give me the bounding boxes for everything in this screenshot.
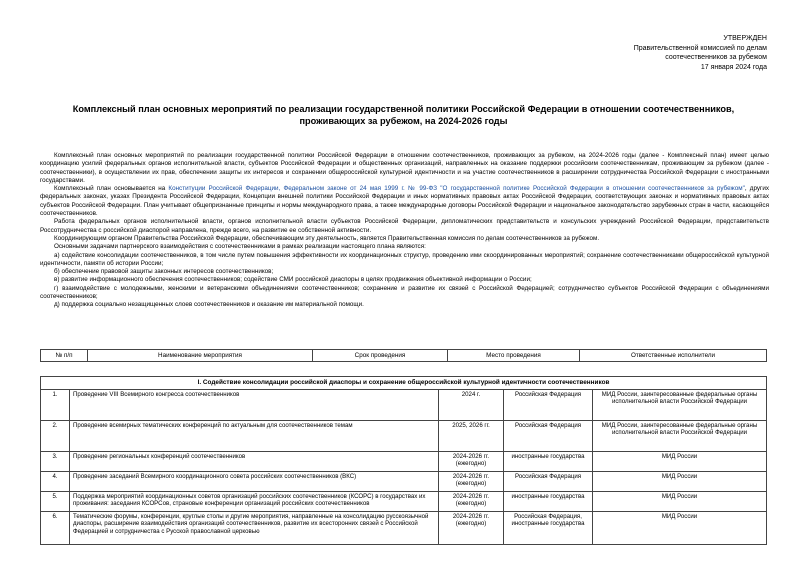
intro-paragraph: Основными задачами партнерского взаимодействия с соотечественниками в рамках реализации настоящего плана являются:	[54, 243, 426, 251]
row-place: Российская Федерация	[504, 389, 593, 420]
law-link[interactable]: Конституции Российской Федерации, Федеральном законе от 24 мая 1999 г. № 99-ФЗ "О государственной политике Российской Федерации в отношении соотечественников за рубежом"	[168, 185, 745, 193]
col-header-place: Место проведения	[448, 350, 580, 362]
intro-paragraph: Координирующим органом Правительства Российской Федерации, обеспечивающим эту деятельность, является Правительственная комиссия по делам соотечественников за рубежом.	[54, 234, 600, 242]
column-header-table	[40, 349, 767, 362]
section-row	[41, 377, 767, 390]
section-title: I. Содействие консолидации российской диаспоры и сохранение общероссийской культурной идентичности соотечественников	[41, 377, 767, 390]
row-place: иностранные государства	[504, 491, 593, 511]
row-exec: МИД России	[593, 491, 767, 511]
col-header-name: Наименование мероприятия	[88, 350, 313, 362]
table-row	[41, 471, 767, 491]
row-name: Проведение заседаний Всемирного координационного совета российских соотечественников (ВКС)	[70, 471, 439, 491]
row-exec: МИД России, заинтересованные федеральные органы исполнительной власти Российской Федерации	[593, 420, 767, 451]
plan-table	[40, 376, 767, 545]
row-date: 2024-2026 гг. (ежегодно)	[439, 451, 504, 471]
table-row	[41, 451, 767, 471]
row-name: Проведение региональных конференций соотечественников	[70, 451, 439, 471]
row-name: Проведение всемирных тематических конференций по актуальным для соотечественников темам	[70, 420, 439, 451]
col-header-num: № п/п	[41, 350, 88, 362]
approval-line: Правительственной комиссией по делам	[633, 44, 767, 52]
intro-text-fragment: , других федеральных законах, указах Президента Российской Федерации, Концепции внешней политики Российской Федерации и иных нормативных правовых актах Российской Федерации, соответствующих законах и нормативных правовых актах субъектов Российской Федерации. План учитывает общепризнанные принципы и нормы международного права, а также международные договоры Российской Федерации и национальное законодательство зарубежных стран в части, касающейся соотечественников.	[40, 185, 769, 218]
row-place: иностранные государства	[504, 451, 593, 471]
row-name: Поддержка мероприятий координационных советов организаций российских соотечественников (КСОРС) в государствах их проживания: заседания КСОРСов, страновые конференции организаций российских соотечественников	[70, 491, 439, 511]
row-place: Российская Федерация, иностранные государства	[504, 511, 593, 544]
row-name: Проведение VIII Всемирного конгресса соотечественников	[70, 389, 439, 420]
table-row	[41, 511, 767, 544]
col-header-date: Срок проведения	[313, 350, 448, 362]
approval-stamp	[634, 34, 767, 72]
table-row	[41, 389, 767, 420]
document-title: Комплексный план основных мероприятий по реализации государственной политики Российской Федерации в отношении соотечественников, проживающих за рубежом, на 2024-2026 годы	[72, 104, 735, 126]
row-date: 2024 г.	[439, 389, 504, 420]
intro-paragraph: Комплексный план основных мероприятий по реализации государственной политики Российской Федерации в отношении соотечественников, проживающих за рубежом, на 2024-2026 годы (далее - Комплексный план) имеет целью координацию усилий федеральных органов исполнительной власти, субъектов Российской Федерации и общественных организаций, направленных на оказание поддержки российским соотечественникам, проживающим за рубежом (далее - соотечественники), в осуществлении их прав, обеспечении защиты их интересов и сохранении общероссийской культурной идентичности и на участие соотечественников в расширении сотрудничества Российской Федерации с иностранными государствами.	[40, 152, 769, 184]
intro-paragraph: Работа федеральных органов исполнительной власти, органов исполнительной власти субъектов Российской Федерации, дипломатических представительств и консульских учреждений Российской Федерации, представительств Россотрудничества с российской диаспорой направлена, прежде всего, на развитие ее собственной активности.	[40, 218, 769, 234]
row-exec: МИД России	[593, 451, 767, 471]
approval-line: соотечественников за рубежом	[665, 54, 767, 61]
intro-paragraph: д) поддержка социально незащищенных слоев соотечественников и оказание им материальной помощи.	[54, 301, 364, 309]
row-place: Российская Федерация	[504, 420, 593, 451]
intro-paragraph	[40, 185, 769, 218]
row-date: 2024-2026 гг. (ежегодно)	[439, 491, 504, 511]
col-header-exec: Ответственные исполнители	[580, 350, 767, 362]
row-num: 5.	[41, 491, 70, 511]
intro-paragraph: г) взаимодействие с молодежными, женскими и ветеранскими объединениями соотечественников; сохранение и развитие их связей с Российской Федерацией; сотрудничество субъектов Российской Федерации с объединениями соотечественников;	[40, 284, 769, 301]
row-num: 6.	[41, 511, 70, 544]
approval-header: УТВЕРЖДЕН	[723, 35, 767, 42]
row-exec: МИД России	[593, 471, 767, 491]
intro-paragraph: б) обеспечение правовой защиты законных интересов соотечественников;	[54, 268, 274, 276]
row-date: 2024-2026 гг. (ежегодно)	[439, 511, 504, 544]
row-num: 4.	[41, 471, 70, 491]
row-place: Российская Федерация	[504, 471, 593, 491]
row-date: 2025, 2026 гг.	[439, 420, 504, 451]
row-exec: МИД России, заинтересованные федеральные органы исполнительной власти Российской Федерации	[593, 389, 767, 420]
table-row	[41, 420, 767, 451]
approval-date: 17 января 2024 года	[700, 63, 767, 71]
row-exec: МИД России	[593, 511, 767, 544]
table-row	[41, 491, 767, 511]
column-header-row	[41, 350, 767, 362]
intro-paragraph: в) развитие информационного обеспечения соотечественников; содействие СМИ российской диаспоры в целях продвижения объективной информации о России;	[54, 276, 532, 284]
row-num: 3.	[41, 451, 70, 471]
row-num: 1.	[41, 389, 70, 420]
intro-text-fragment: Комплексный план основывается на	[54, 185, 169, 193]
row-date: 2024-2026 гг. (ежегодно)	[439, 471, 504, 491]
intro-text	[40, 152, 769, 310]
intro-paragraph: а) содействие консолидации соотечественников, в том числе путем повышения эффективности их координационных структур, проведению ими скоординированных мероприятий; сохранение соотечественниками общероссийской культурной идентичности, памяти об истории России;	[40, 251, 769, 267]
row-num: 2.	[41, 420, 70, 451]
row-name: Тематические форумы, конференции, круглые столы и другие мероприятия, направленные на консолидацию русскоязычной диаспоры, расширение взаимодействия организаций соотечественников, развитие их всесторонних связей с Российской Федерацией и сотрудничества с Русской православной церковью	[70, 511, 439, 544]
